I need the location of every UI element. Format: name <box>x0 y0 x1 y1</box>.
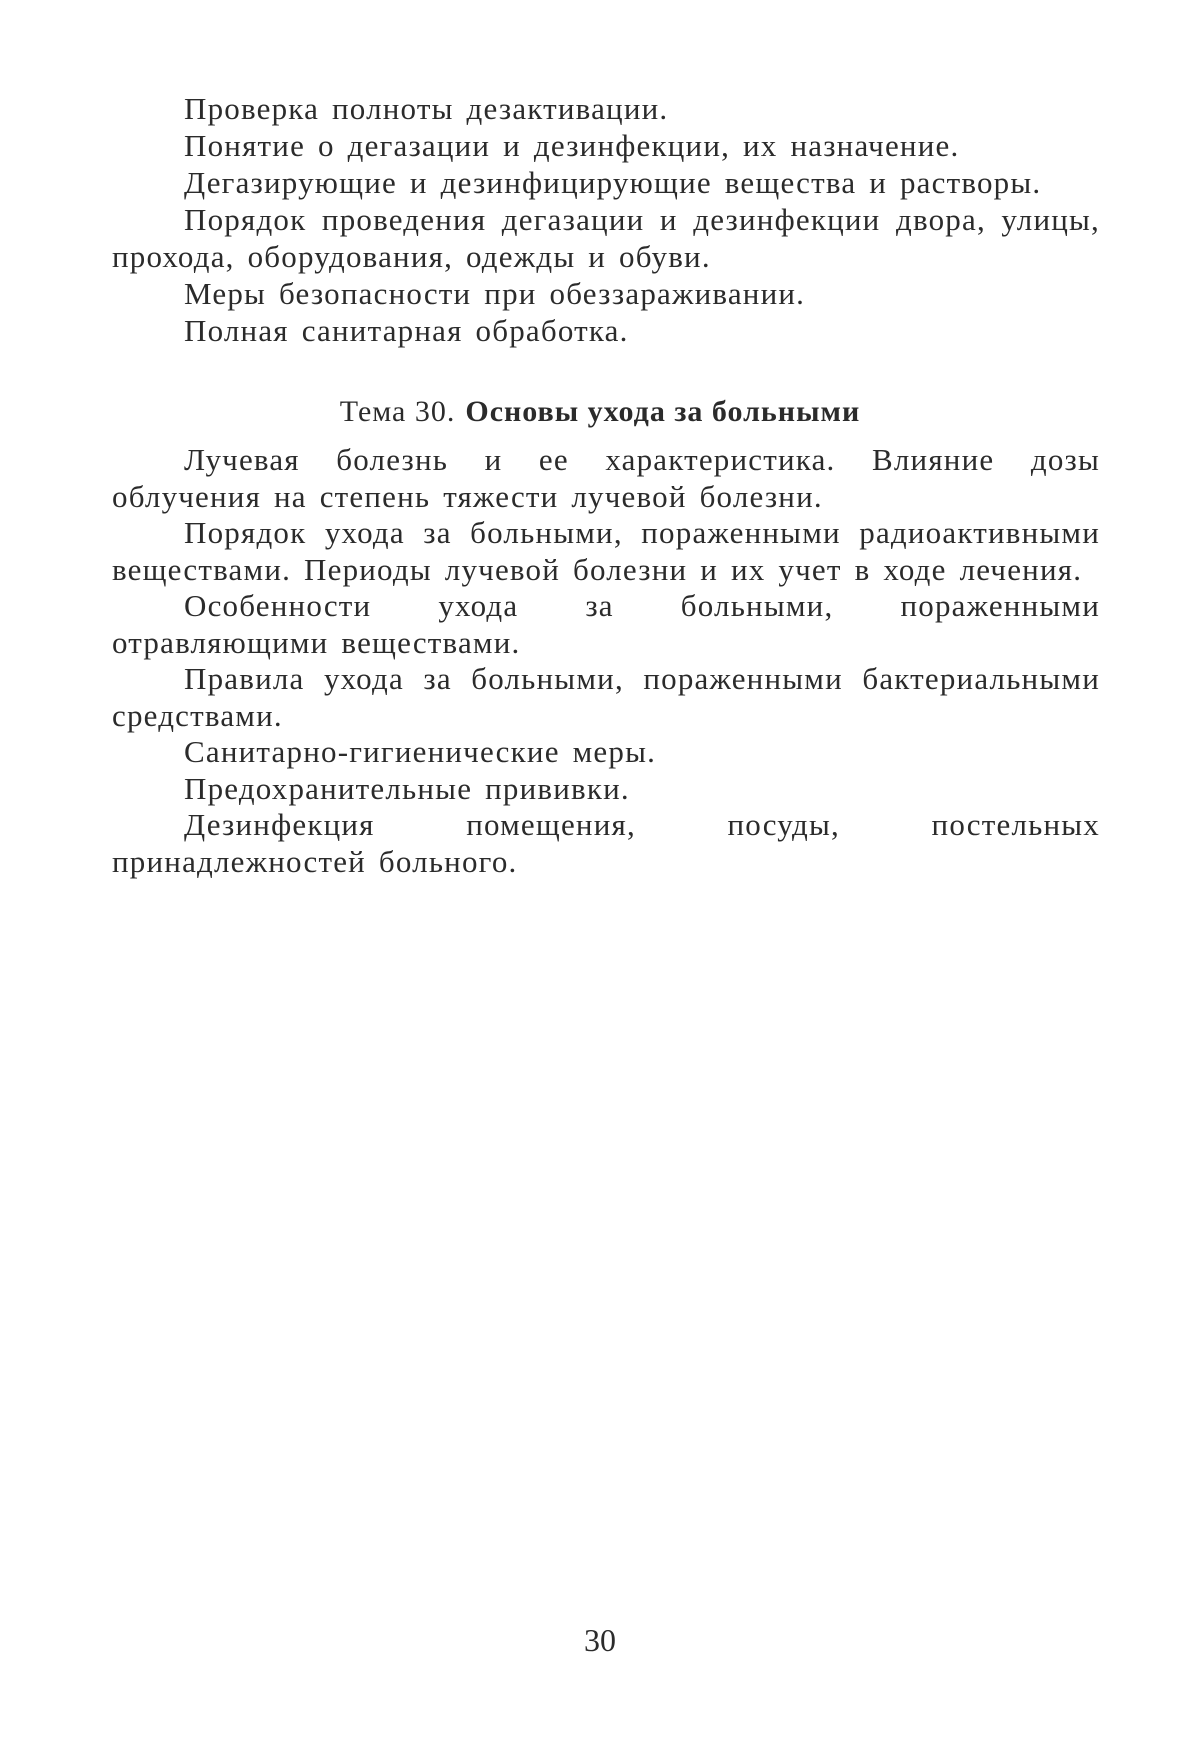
paragraph-radiation-sickness: Лучевая болезнь и ее характеристика. Влияние дозы облучения на степень тяжести лучевой болезни. <box>112 442 1100 514</box>
paragraph-sanitary-hygienic: Санитарно-гигиенические меры. <box>184 734 657 769</box>
paragraph-degassing-procedure: Порядок проведения дегазации и дезинфекции двора, улицы, прохода, оборудования, одежды и обуви. <box>112 202 1100 274</box>
topic-number: Тема 30. <box>339 395 456 428</box>
paragraph-degassing-concept: Понятие о дегазации и дезинфекции, их назначение. <box>184 128 960 163</box>
paragraph-bacterial-care: Правила ухода за больными, пораженными бактериальными средствами. <box>112 661 1100 733</box>
top-text-section <box>112 90 1100 349</box>
page-number: 30 <box>584 1622 616 1658</box>
paragraph-radioactive-care: Порядок ухода за больными, пораженными радиоактивными веществами. Периоды лучевой болезни и их учет в ходе лечения. <box>112 515 1100 587</box>
paragraph-safety-measures: Меры безопасности при обеззараживании. <box>184 276 806 311</box>
paragraph-vaccinations: Предохранительные прививки. <box>184 770 630 806</box>
paragraph-decontamination-check: Проверка полноты дезактивации. <box>184 91 669 126</box>
topic-title: Основы ухода за больными <box>465 395 861 428</box>
paragraph-disinfection: Дезинфекция помещения, посуды, постельных принадлежностей больного. <box>112 807 1100 879</box>
paragraph-degassing-substances: Дегазирующие и дезинфицирующие вещества и растворы. <box>184 165 1042 200</box>
bottom-text-section <box>112 442 1100 880</box>
paragraph-toxic-care: Особенности ухода за больными, пораженными отравляющими веществами. <box>112 588 1100 660</box>
topic-heading <box>0 394 1200 430</box>
paragraph-sanitary-treatment: Полная санитарная обработка. <box>184 313 629 348</box>
